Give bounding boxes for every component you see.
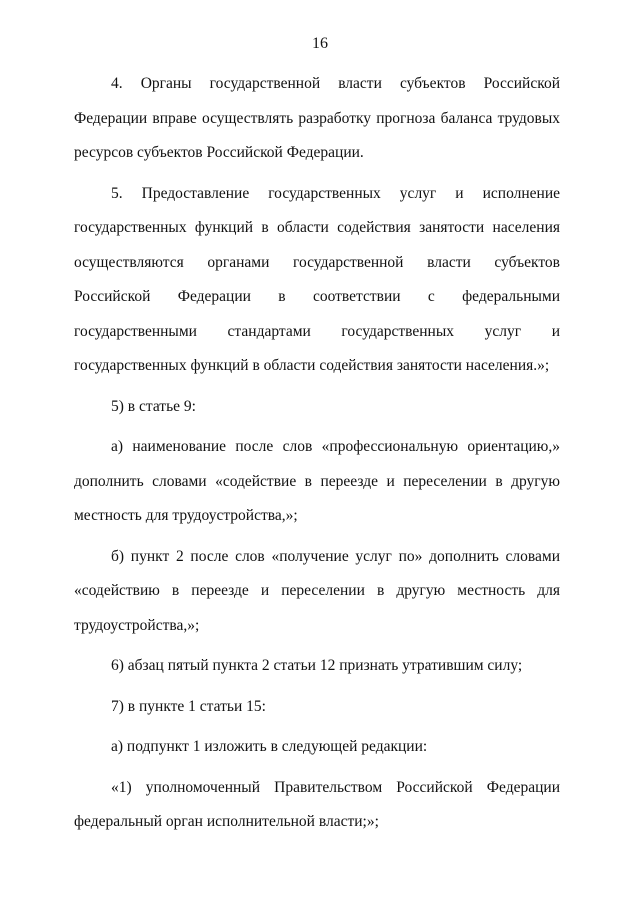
paragraph-item-5-state-services: 5. Предоставление государственных услуг и исполнение государственных функций в области содействия занятости населения осуществляются органами государственной власти субъектов Российской Федерации в соответствии с федеральными государственными стандартами государственных услуг и государственных функций в области содействия занятости населения.»;	[74, 184, 560, 374]
paragraph-article-15-subitem-a: а) подпункт 1 изложить в следующей редакции:	[111, 738, 428, 755]
paragraph-article-9: 5) в статье 9:	[111, 397, 196, 415]
paragraph-article-9-subitem-b: б) пункт 2 после слов «получение услуг по» дополнить словами «содействию в переезде и переселении в другую местность для трудоустройства,»;	[74, 547, 560, 634]
document-body	[74, 67, 560, 840]
page-number: 16	[312, 35, 328, 52]
paragraph-new-subitem-1: «1) уполномоченный Правительством Российской Федерации федеральный орган исполнительной власти;»;	[74, 778, 560, 830]
paragraph-item-4-regional-forecast: 4. Органы государственной власти субъектов Российской Федерации вправе осуществлять разработку прогноза баланса трудовых ресурсов субъектов Российской Федерации.	[74, 75, 560, 161]
paragraph-article-9-subitem-a: а) наименование после слов «профессиональную ориентацию,» дополнить словами «содействие в переезде и переселении в другую местность для трудоустройства,»;	[74, 438, 560, 524]
paragraph-article-12: 6) абзац пятый пункта 2 статьи 12 признать утратившим силу;	[111, 657, 523, 674]
paragraph-article-15: 7) в пункте 1 статьи 15:	[111, 697, 266, 715]
